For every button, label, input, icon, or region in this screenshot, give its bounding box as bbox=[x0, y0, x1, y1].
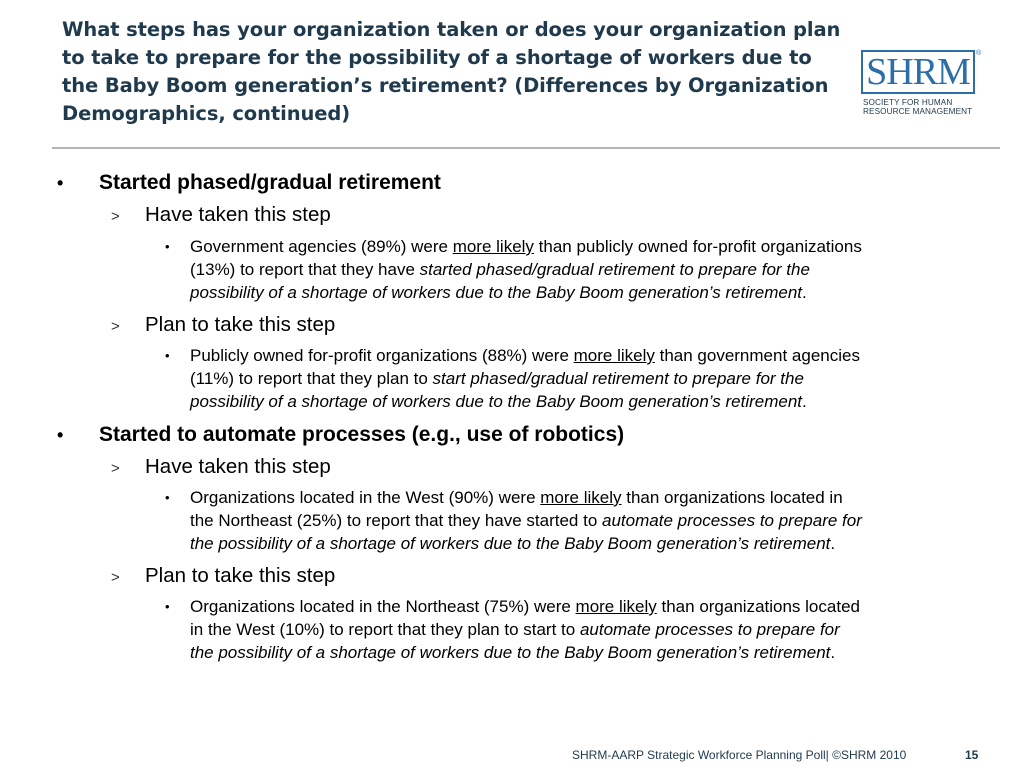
section-heading-text: Started phased/gradual retirement bbox=[99, 171, 441, 194]
finding-text bbox=[190, 486, 990, 555]
text-run: the Northeast (25%) to report that they have started to bbox=[190, 511, 603, 530]
text-run: . bbox=[830, 534, 836, 553]
text-run: than organizations located in bbox=[621, 488, 843, 507]
text-run: than publicly owned for-profit organizations bbox=[533, 237, 862, 256]
sub-heading-text: Plan to take this step bbox=[145, 313, 336, 336]
logo-subtitle-line: RESOURCE MANAGEMENT bbox=[863, 107, 973, 116]
text-run: . bbox=[830, 643, 836, 662]
italic-run: automate processes to prepare for bbox=[579, 620, 840, 639]
sub-marker: > bbox=[111, 569, 120, 586]
text-run: than organizations located bbox=[656, 597, 860, 616]
point-dot: • bbox=[165, 490, 170, 505]
title-line: Demographics, continued) bbox=[62, 102, 351, 125]
sub-heading-text: Have taken this step bbox=[145, 455, 331, 478]
text-run: (11%) to report that they plan to bbox=[190, 369, 433, 388]
text-run: . bbox=[802, 283, 807, 302]
italic-run: the possibility of a shortage of workers due to the Baby Boom generation’s retirement bbox=[190, 643, 831, 662]
finding-text bbox=[190, 595, 990, 664]
emphasis-more-likely: more likely bbox=[575, 597, 657, 616]
point-dot: • bbox=[165, 239, 170, 254]
emphasis-more-likely: more likely bbox=[573, 346, 655, 365]
text-run: Organizations located in the Northeast (75%) were bbox=[190, 597, 576, 616]
italic-run: start phased/gradual retirement to prepare for the bbox=[432, 369, 804, 388]
text-run: than government agencies bbox=[654, 346, 860, 365]
italic-run: started phased/gradual retirement to prepare for the bbox=[419, 260, 810, 279]
bullet: • bbox=[57, 173, 64, 193]
text-run: (13%) to report that they have bbox=[190, 260, 420, 279]
sub-marker: > bbox=[111, 460, 120, 477]
page-number: 15 bbox=[965, 748, 979, 762]
emphasis-more-likely: more likely bbox=[452, 237, 534, 256]
point-dot: • bbox=[165, 348, 170, 363]
sub-heading-text: Have taken this step bbox=[145, 203, 331, 226]
text-run: in the West (10%) to report that they plan to start to bbox=[190, 620, 580, 639]
text-run: Organizations located in the West (90%) were bbox=[190, 488, 541, 507]
logo-letters: SHRM bbox=[866, 51, 970, 93]
finding-text bbox=[190, 235, 990, 304]
sub-heading-text: Plan to take this step bbox=[145, 564, 336, 587]
italic-run: the possibility of a shortage of workers due to the Baby Boom generation’s retirement bbox=[190, 534, 831, 553]
title-line: to take to prepare for the possibility of a shortage of workers due to bbox=[62, 46, 812, 69]
sub-marker: > bbox=[111, 208, 120, 225]
bullet: • bbox=[57, 425, 64, 445]
text-run: Government agencies (89%) were bbox=[190, 237, 453, 256]
title-line: the Baby Boom generation’s retirement? (Differences by Organization bbox=[62, 74, 829, 97]
text-run: . bbox=[802, 392, 807, 411]
logo-registered-mark: ® bbox=[976, 50, 982, 57]
section-heading-text: Started to automate processes (e.g., use of robotics) bbox=[99, 423, 625, 446]
logo-subtitle-line: SOCIETY FOR HUMAN bbox=[863, 98, 953, 107]
text-run: Publicly owned for-profit organizations (88%) were bbox=[190, 346, 574, 365]
finding-text bbox=[190, 344, 990, 413]
point-dot: • bbox=[165, 599, 170, 614]
italic-run: possibility of a shortage of workers due to the Baby Boom generation’s retirement bbox=[190, 392, 803, 411]
sub-marker: > bbox=[111, 318, 120, 335]
title-line: What steps has your organization taken or does your organization plan bbox=[62, 18, 841, 41]
italic-run: possibility of a shortage of workers due to the Baby Boom generation’s retirement bbox=[190, 283, 803, 302]
emphasis-more-likely: more likely bbox=[540, 488, 622, 507]
italic-run: automate processes to prepare for bbox=[602, 511, 862, 530]
footer-text: SHRM-AARP Strategic Workforce Planning Poll| ©SHRM 2010 bbox=[572, 748, 907, 762]
